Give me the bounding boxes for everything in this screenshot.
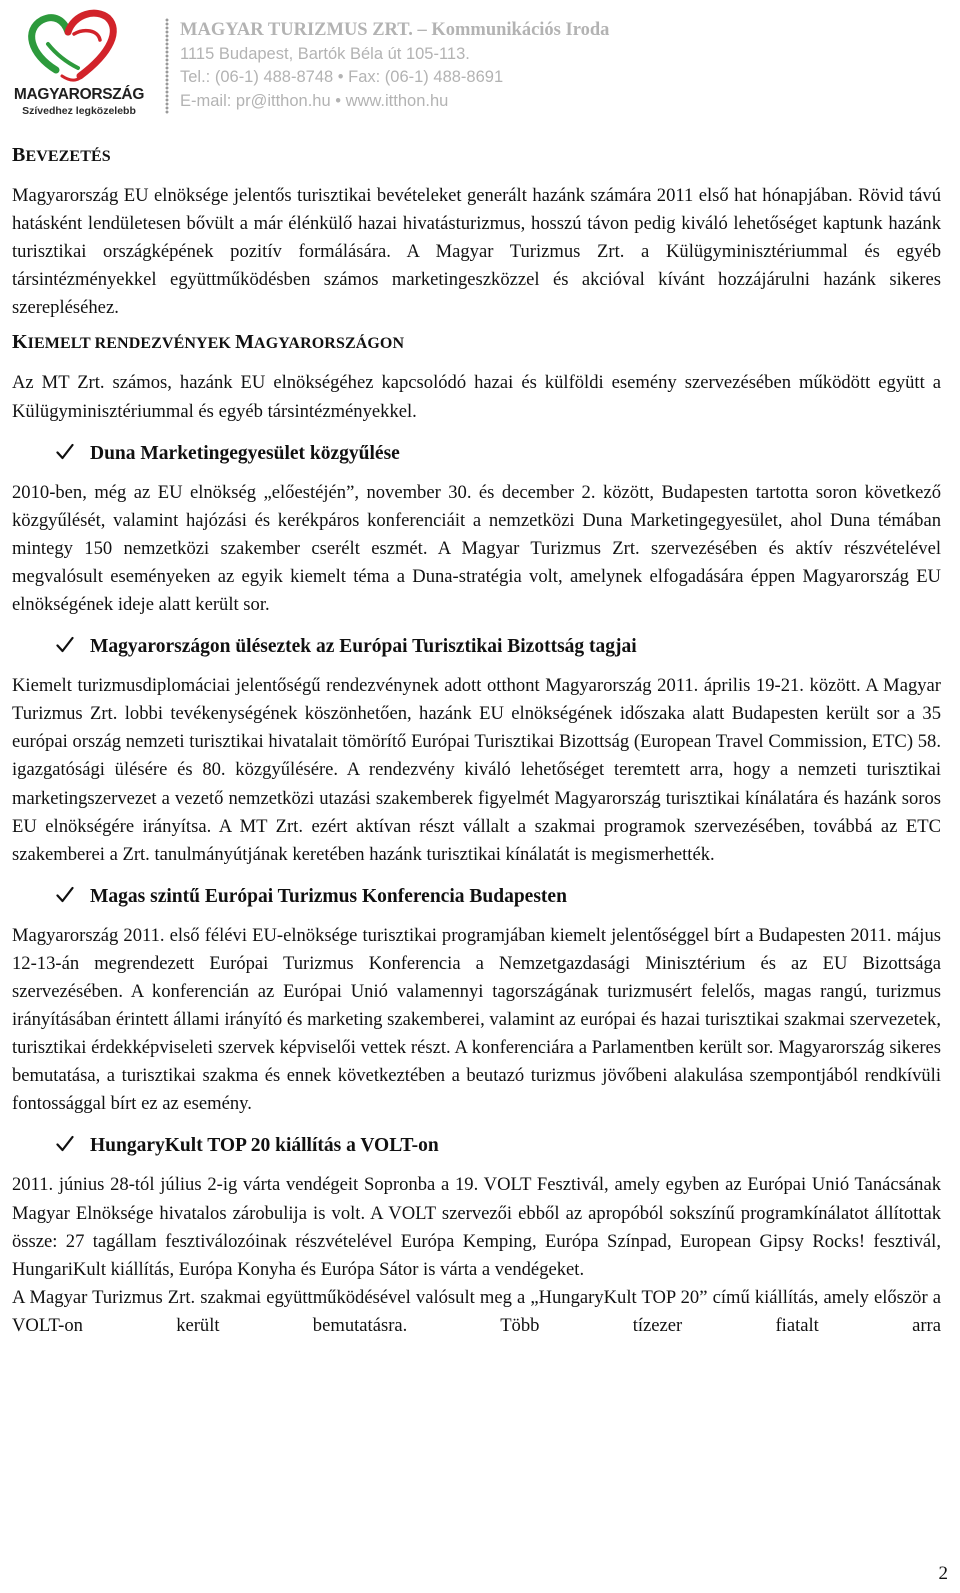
check-icon [56,443,74,461]
section-paragraph: Kiemelt turizmusdiplomáciai jelentőségű rendezvénynek adott otthont Magyarország 2011. április 19-21. között. A Magyar Turizmus Zrt. lobbi tevékenységének köszönhetően, hazánk EU elnökségének időszaka alatt Budapesten került sor a 35 európai ország nemzeti turisztikai hivatalait tömörítő Európai Turisztikai Bizottság (European Travel Commission, ETC) 58. igazgatósági ülésére és 80. közgyűlésére. A rendezvény kiváló lehetőséget teremtett arra, hogy a nemzeti turisztikai marketingszervezet a vezető nemzetközi utazási szakemberek figyelmét Magyarország turisztikai kínálatára és hazánk soros EU elnökségére irányítsa. A MT Zrt. ezért aktívan részt vállalt a szakmai programok szervezésében, továbbá az ETC szakemberei a Zrt. tanulmányútjának keretében hazánk turisztikai kínálatát is megismerhették. [12,675,941,865]
section-paragraph: 2011. június 28-tól július 2-ig várta vendégeit Sopronba a 19. VOLT Fesztivál, amely egyben az Európai Unió Tanácsának Magyar Elnöksége hivatalos zárobulija is volt. A VOLT szervezői ebből az apropóból sokszínű programkínálatot állítottak össze: 27 tagállam fesztiválozóinak részvételével Európa Kemping, Európa Színpad, European Gipsy Rocks! fesztivál, HungariKult kiállítás, Európa Konyha és Európa Sátor is várta a vendégeket. [12,1174,941,1280]
section-title [12,440,941,468]
section-title [12,883,941,911]
section-title-text: Magyarországon üléseztek az Európai Turisztikai Bizottság tagjai [90,636,637,658]
events-intro-paragraph: Az MT Zrt. számos, hazánk EU elnökségéhez kapcsolódó hazai és külföldi esemény szervezésében működött együtt a Külügyminisztériummal és egyéb társintézményekkel. [12,372,941,422]
magyarorszag-logo [4,4,154,124]
logo-tagline: Szívedhez legközelebb [22,105,136,117]
events-heading: KIEMELT RENDEZVÉNYEK MAGYARORSZÁGON [12,331,405,354]
logo-wordmark: MAGYARORSZÁG [13,86,145,103]
organization-name: MAGYAR TURIZMUS ZRT. – Kommunikációs Iroda [180,20,610,40]
section-paragraph: A Magyar Turizmus Zrt. szakmai együttműködésével valósult meg a „HungaryKult TOP 20” című kiállítás, amely először a VOLT-on került bemutatásra. Több tízezer fiatalt arra [12,1286,941,1336]
section-title-text: Magas szintű Európai Turizmus Konferencia Budapesten [90,885,567,907]
phone-fax-line: Tel.: (06-1) 488-8748 • Fax: (06-1) 488-8691 [180,68,504,86]
section-title [12,633,941,661]
check-icon [56,1135,74,1153]
contact-block [180,19,609,113]
section-title-text: Duna Marketingegyesület közgyűlése [90,442,400,464]
section-title [12,1132,941,1160]
letterhead [0,0,960,125]
heart-ribbon-icon [4,4,154,86]
section-title-text: HungaryKult TOP 20 kiállítás a VOLT-on [90,1135,439,1157]
check-icon [56,636,74,654]
email-web-line: E-mail: pr@itthon.hu • www.itthon.hu [180,91,449,110]
page-number: 2 [938,1563,948,1584]
check-icon [56,886,74,904]
section-paragraph: Magyarország 2011. első félévi EU-elnöksége turisztikai programjában kiemelt jelentőséggel bírt a Budapesten 2011. május 12-13-án megrendezett Európai Turizmus Konferencia a Nemzetgazdasági Minisztérium és az EU Bizottsága szervezésében. A konferencián az Európai Unió valamennyi tagországának turizmusért felelős, magas rangú, turizmus irányításában érintett állami irányító és marketing szakemberei, valamint az európai és hazai turisztikai szakmai szervezetek, turisztikai érdekképviseleti szervek képviselői vettek részt. A konferenciára a Parlamentben került sor. Magyarország sikeres bemutatása, a turisztikai szakma és ennek következtében a beutazó turizmus jövőbeni alakulása szempontjából rendkívüli fontossággal bírt ez az esemény. [12,924,941,1115]
intro-heading: BEVEZETÉS [12,144,111,166]
section-paragraph: 2010-ben, még az EU elnökség „előestéjén”, november 30. és december 2. között, Budapesten tartotta soron következő közgyűlését, valamint hajózási és kerékpáros konferenciáit a nemzetközi Duna Marketingegyesület, ahol Duna témában mintegy 150 nemzetközi szakember cserélt eszmét. A Magyar Turizmus Zrt. szervezésében és aktív részvételével megvalósult eseményeken az egyik kiemelt téma a Duna-stratégia volt, amelynek elfogadására éppen Magyarország EU elnökségének ideje alatt került sor. [12,481,941,616]
document-body [12,143,941,1340]
address-line: 1115 Budapest, Bartók Béla út 105-113. [180,44,470,63]
header-divider [165,18,169,114]
intro-paragraph: Magyarország EU elnöksége jelentős turisztikai bevételeket generált hazánk számára 2011 első hat hónapjában. Rövid távú hatásként lendületesen bővült a már élénkülő hazai hivatásturizmus, hosszú távon pedig kiváló lehetőséget kaptunk hazánk turisztikai országképének pozitív formálására. A Magyar Turizmus Zrt. a Külügyminisztériummal és egyéb társintézményekkel együttműködésben számos marketingeszközzel és akcióval kívánt hozzájárulni hazánk sikeres szerepléséhez. [12,185,941,319]
